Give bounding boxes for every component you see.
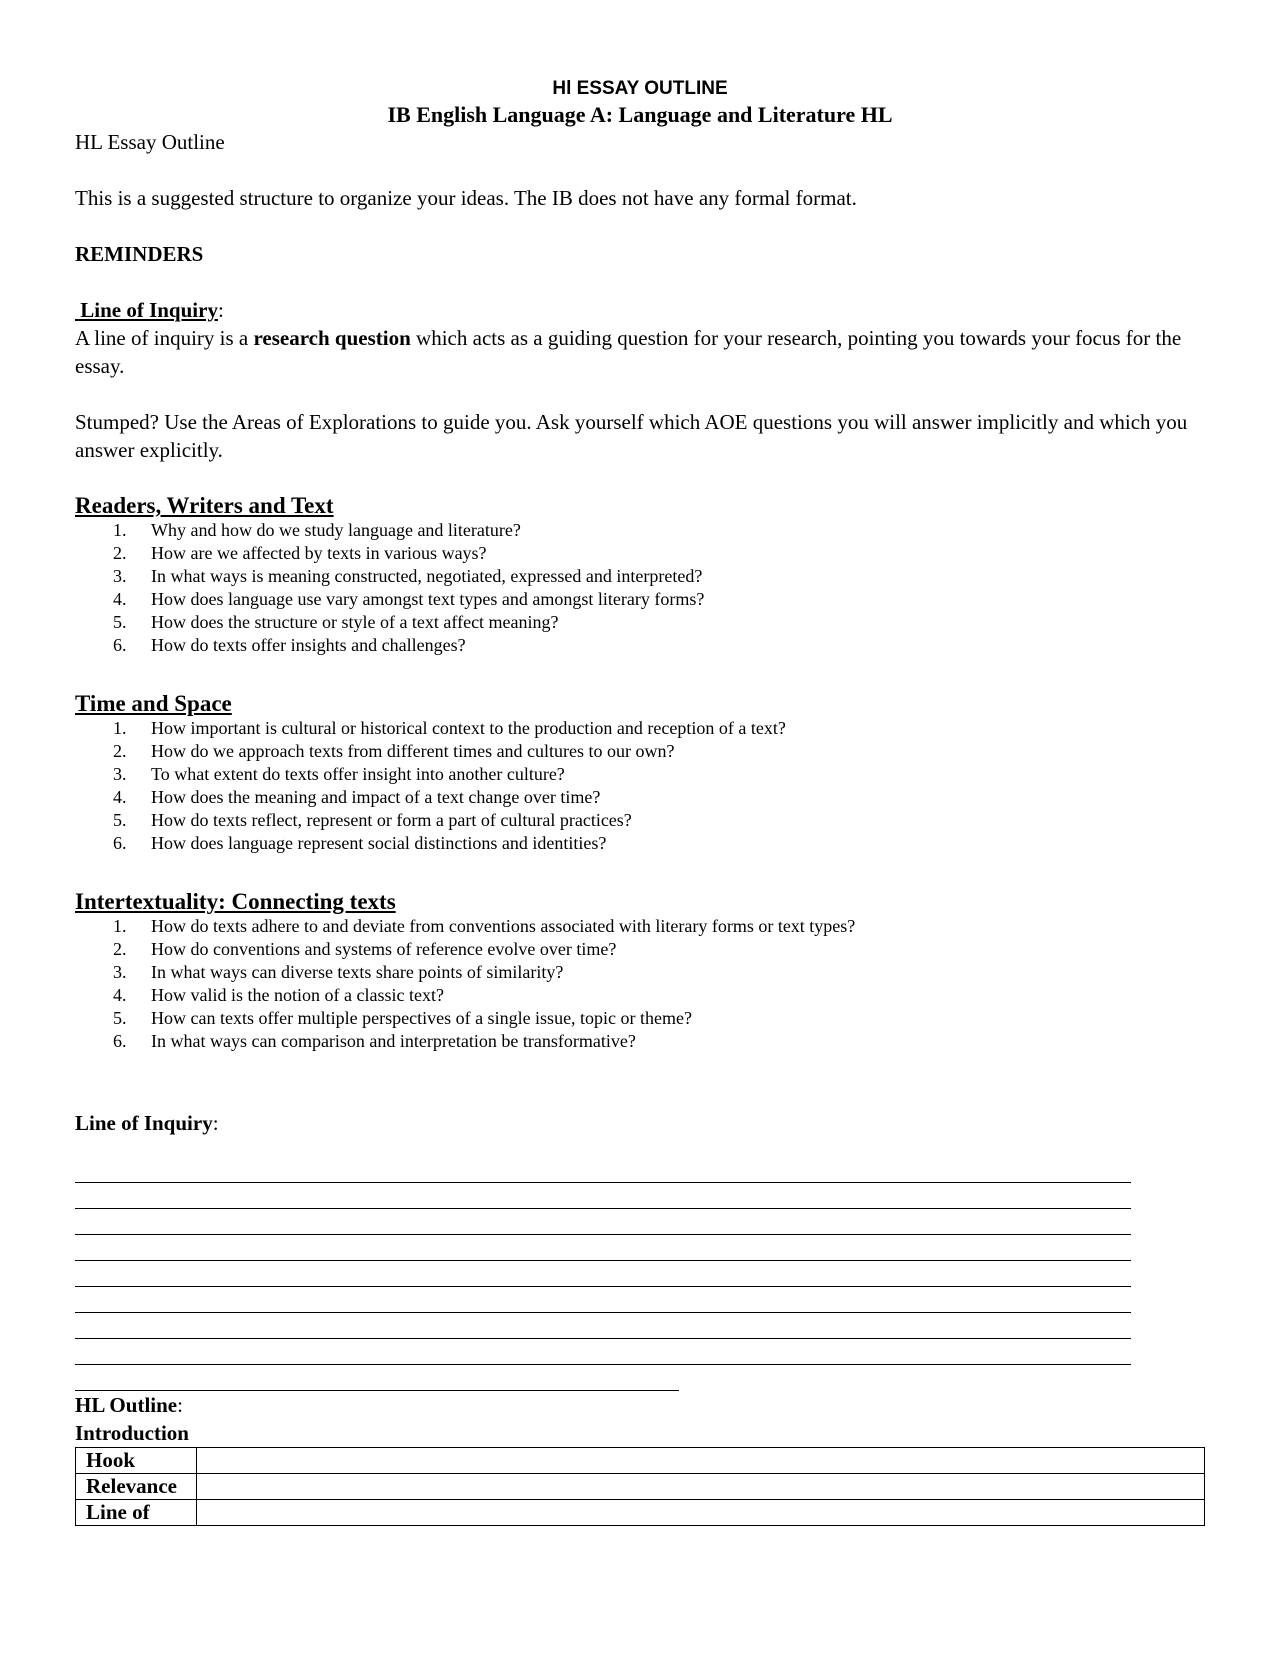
question-list xyxy=(75,519,1205,657)
table-row xyxy=(76,1474,1205,1500)
list-item xyxy=(75,565,1205,588)
loi-heading-colon: : xyxy=(217,298,224,322)
introduction-heading: Introduction xyxy=(75,1421,189,1445)
list-number: 2. xyxy=(113,741,127,761)
document-title: Hl ESSAY OUTLINE xyxy=(552,78,728,99)
writing-line[interactable] xyxy=(75,1157,1131,1183)
list-text: In what ways can comparison and interpretation be transformative? xyxy=(151,1031,636,1051)
doc-label: HL Essay Outline xyxy=(75,130,225,154)
list-number: 5. xyxy=(113,810,127,830)
list-item xyxy=(75,740,1205,763)
list-number: 6. xyxy=(113,833,127,853)
writing-line[interactable] xyxy=(75,1235,1131,1261)
list-number: 5. xyxy=(113,612,127,632)
spacer xyxy=(75,268,1205,296)
outline-heading-line xyxy=(75,1391,1205,1419)
list-item xyxy=(75,961,1205,984)
writing-line[interactable] xyxy=(75,1339,1131,1365)
section-heading: Time and Space xyxy=(75,691,232,716)
list-number: 5. xyxy=(113,1008,127,1028)
list-number: 2. xyxy=(113,939,127,959)
list-number: 4. xyxy=(113,589,127,609)
table-row xyxy=(76,1448,1205,1474)
list-text: How does language represent social distinctions and identities? xyxy=(151,833,607,853)
writing-line[interactable] xyxy=(75,1313,1131,1339)
list-number: 4. xyxy=(113,787,127,807)
row-cell-relevance[interactable] xyxy=(197,1474,1205,1500)
aoe-section-time-space xyxy=(75,691,1205,855)
list-item xyxy=(75,1030,1205,1053)
loi-heading-line xyxy=(75,296,1205,324)
row-label-line-of: Line of xyxy=(76,1500,197,1526)
list-item xyxy=(75,832,1205,855)
list-number: 1. xyxy=(113,916,127,936)
list-number: 1. xyxy=(113,718,127,738)
spacer xyxy=(75,657,1205,691)
list-item xyxy=(75,786,1205,809)
spacer xyxy=(75,1053,1205,1109)
aoe-section-readers-writers-text xyxy=(75,493,1205,657)
loi-text-after: which acts as a guiding question for your research, pointing you towards your focus for the essay. xyxy=(75,326,1187,378)
list-number: 4. xyxy=(113,985,127,1005)
table-row xyxy=(76,1500,1205,1526)
spacer xyxy=(75,212,1205,240)
spacer xyxy=(75,1137,1205,1157)
aoe-section-intertextuality xyxy=(75,889,1205,1053)
spacer xyxy=(75,380,1205,408)
writing-line[interactable] xyxy=(75,1365,679,1391)
section-heading: Intertextuality: Connecting texts xyxy=(75,889,396,914)
research-question-term: research question xyxy=(253,326,411,350)
row-cell-hook[interactable] xyxy=(197,1448,1205,1474)
outline-colon: : xyxy=(177,1393,183,1417)
list-number: 3. xyxy=(113,566,127,586)
loi-text-before: A line of inquiry is a xyxy=(75,326,254,350)
list-item xyxy=(75,1007,1205,1030)
list-item xyxy=(75,938,1205,961)
list-text: How do we approach texts from different times and cultures to our own? xyxy=(151,741,675,761)
list-item xyxy=(75,915,1205,938)
list-text: To what extent do texts offer insight into another culture? xyxy=(151,764,565,784)
document-subtitle: IB English Language A: Language and Literature HL xyxy=(387,102,893,127)
list-item xyxy=(75,542,1205,565)
loi-definition xyxy=(75,324,1205,380)
list-text: How important is cultural or historical context to the production and reception of a text? xyxy=(151,718,786,738)
stumped-text: Stumped? Use the Areas of Explorations to guide you. Ask yourself which AOE questions you will answer implicitly and which you answer explicitly. xyxy=(75,410,1188,462)
list-text: How do texts adhere to and deviate from conventions associated with literary forms or text types? xyxy=(151,916,856,936)
row-label-hook: Hook xyxy=(76,1448,197,1474)
loi-writing-lines[interactable] xyxy=(75,1157,1205,1391)
list-text: How are we affected by texts in various ways? xyxy=(151,543,487,563)
loi-answer-heading: Line of Inquiry xyxy=(75,1111,213,1135)
question-list xyxy=(75,717,1205,855)
row-label-relevance: Relevance xyxy=(76,1474,197,1500)
list-item xyxy=(75,984,1205,1007)
list-text: How do conventions and systems of reference evolve over time? xyxy=(151,939,617,959)
row-cell-line-of[interactable] xyxy=(197,1500,1205,1526)
loi-answer-colon: : xyxy=(212,1111,219,1135)
list-text: How do texts offer insights and challenges? xyxy=(151,635,466,655)
question-list xyxy=(75,915,1205,1053)
section-heading: Readers, Writers and Text xyxy=(75,493,334,518)
list-text: In what ways is meaning constructed, negotiated, expressed and interpreted? xyxy=(151,566,703,586)
spacer xyxy=(75,156,1205,184)
list-text: Why and how do we study language and literature? xyxy=(151,520,521,540)
list-number: 6. xyxy=(113,635,127,655)
list-number: 3. xyxy=(113,962,127,982)
writing-line[interactable] xyxy=(75,1261,1131,1287)
list-number: 6. xyxy=(113,1031,127,1051)
writing-line[interactable] xyxy=(75,1287,1131,1313)
list-number: 3. xyxy=(113,764,127,784)
list-text: How does language use vary amongst text types and amongst literary forms? xyxy=(151,589,705,609)
list-text: How can texts offer multiple perspectives of a single issue, topic or theme? xyxy=(151,1008,693,1028)
writing-line[interactable] xyxy=(75,1183,1131,1209)
list-number: 1. xyxy=(113,520,127,540)
list-number: 2. xyxy=(113,543,127,563)
outline-table xyxy=(75,1447,1205,1526)
suggestion-text: This is a suggested structure to organize your ideas. The IB does not have any formal format. xyxy=(75,186,857,210)
writing-line[interactable] xyxy=(75,1209,1131,1235)
list-item xyxy=(75,717,1205,740)
list-text: How does the structure or style of a text affect meaning? xyxy=(151,612,559,632)
list-item xyxy=(75,809,1205,832)
reminders-heading: REMINDERS xyxy=(75,242,204,266)
loi-answer-heading-line xyxy=(75,1109,1205,1137)
loi-heading: Line of Inquiry xyxy=(75,298,218,322)
document-page xyxy=(75,76,1205,1526)
spacer xyxy=(75,855,1205,889)
outline-heading: HL Outline xyxy=(75,1393,178,1417)
list-item xyxy=(75,763,1205,786)
list-text: How do texts reflect, represent or form a part of cultural practices? xyxy=(151,810,632,830)
list-text: In what ways can diverse texts share points of similarity? xyxy=(151,962,564,982)
list-item xyxy=(75,634,1205,657)
list-item xyxy=(75,611,1205,634)
list-text: How does the meaning and impact of a text change over time? xyxy=(151,787,601,807)
list-item xyxy=(75,519,1205,542)
spacer xyxy=(75,464,1205,493)
list-item xyxy=(75,588,1205,611)
list-text: How valid is the notion of a classic text? xyxy=(151,985,444,1005)
